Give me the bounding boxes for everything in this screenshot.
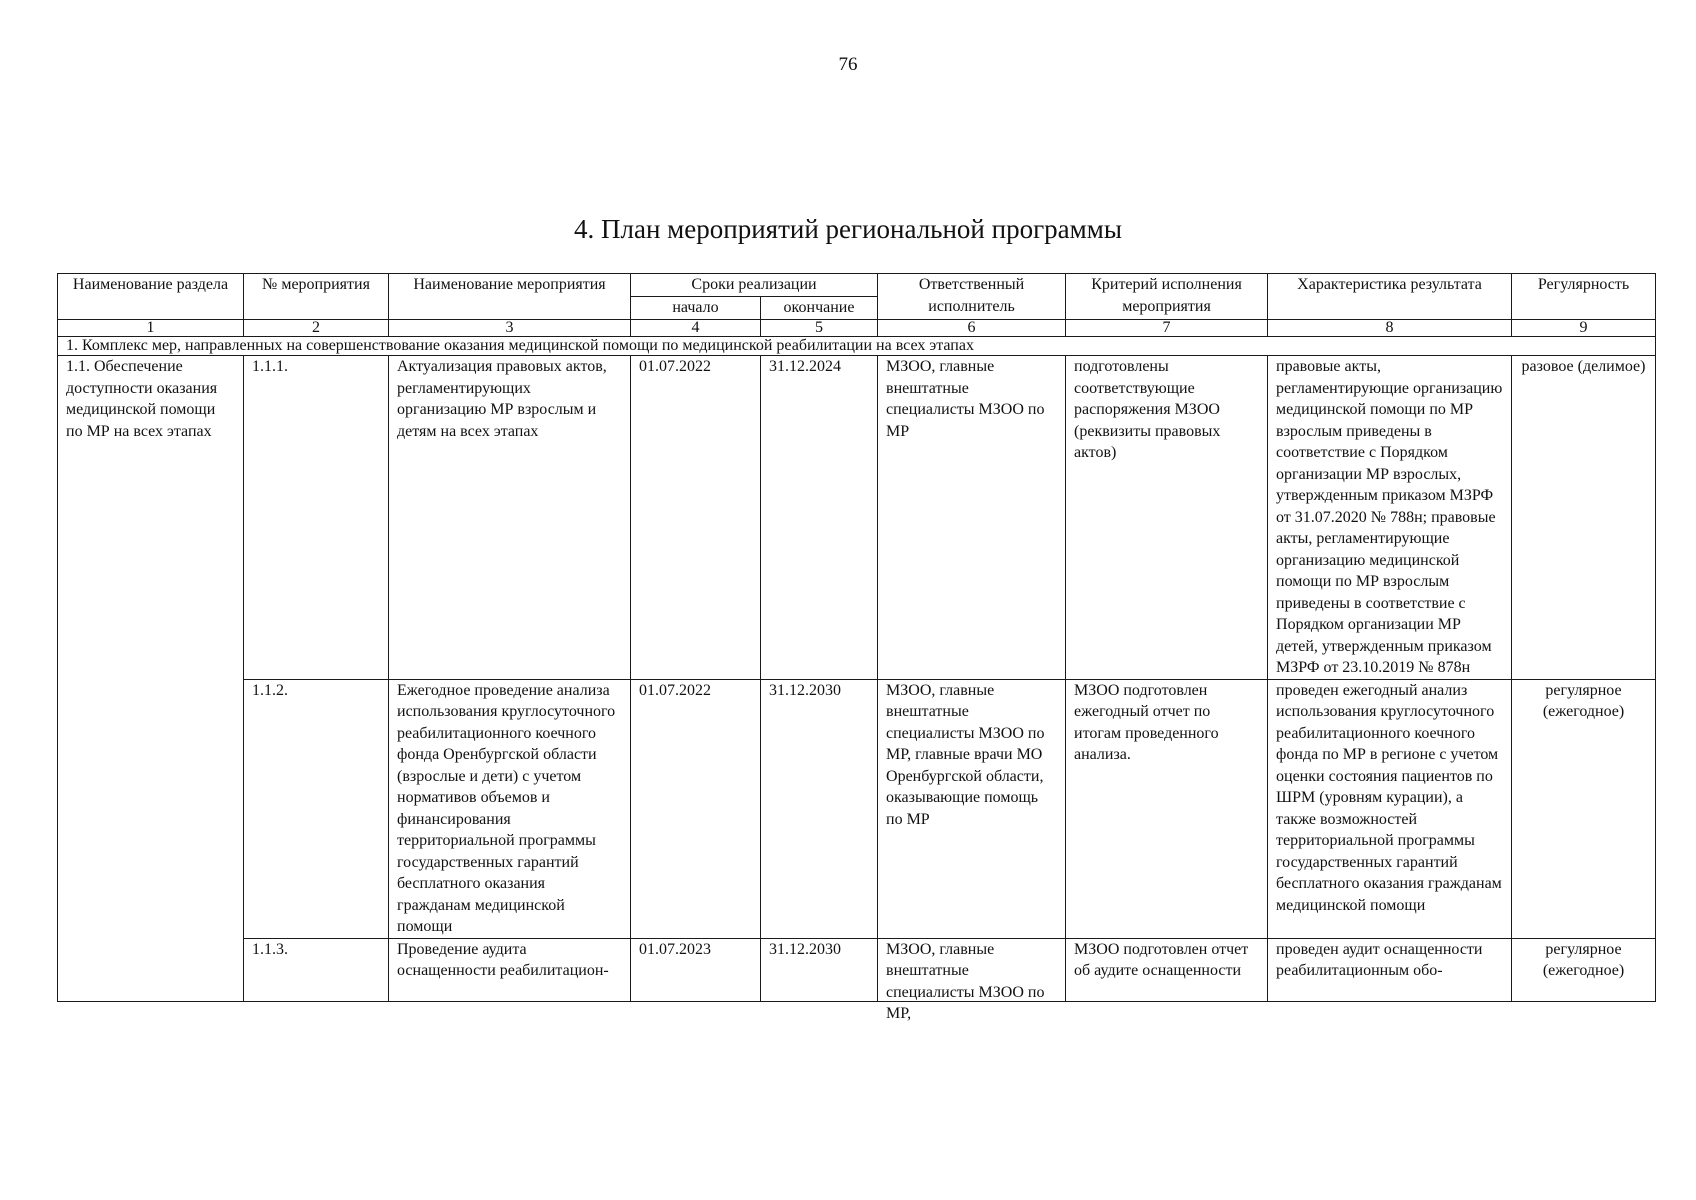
- subsection-title: 1.1. Обеспечение доступности оказания медицинской помощи по МР на всех этапах: [58, 356, 244, 1002]
- header-measure-name: Наименование мероприятия: [389, 274, 631, 320]
- measure-criterion: подготовлены соответствующие распоряжения МЗОО (реквизиты правовых актов): [1066, 356, 1268, 680]
- measure-start: 01.07.2023: [639, 940, 711, 958]
- measure-end-cell: [761, 938, 878, 1001]
- measure-result: проведен ежегодный анализ использования круглосуточного реабилитационного коечного фонда по МР в регионе с учетом оценки состояния пациентов по ШРМ (уровням курации), а также возможностей территориальной программы государственных гарантий бесплатного оказания гражданам медицинской помощи: [1268, 679, 1512, 938]
- header-start: начало: [631, 297, 761, 320]
- section-row: [58, 337, 1656, 356]
- column-number: 5: [761, 320, 878, 337]
- header-executor: Ответственный исполнитель: [878, 274, 1066, 320]
- measure-start-cell: [631, 938, 761, 1001]
- column-number-row: [58, 320, 1656, 337]
- table-row: [58, 938, 1656, 1001]
- header-criterion: Критерий исполнения мероприятия: [1066, 274, 1268, 320]
- header-end: окончание: [761, 297, 878, 320]
- measure-result: правовые акты, регламентирующие организацию медицинской помощи по МР взрослым приведены в соответствие с Порядком организации МР взрослых, утвержденным приказом МЗРФ от 31.07.2020 № 788н; правовые акты, регламентирующие организацию медицинской помощи по МР взрослым приведены в соответствие с Порядком организации МР детей, утвержденным приказом МЗРФ от 23.10.2019 № 878н: [1268, 356, 1512, 680]
- measure-number: 1.1.2.: [244, 679, 389, 938]
- measure-result: проведен аудит оснащенности реабилитационным обо-: [1276, 940, 1483, 979]
- header-section-name: Наименование раздела: [58, 274, 244, 320]
- measure-regularity: регулярное (ежегодное): [1542, 940, 1625, 979]
- measure-start: 01.07.2022: [631, 679, 761, 938]
- header-regularity: Регулярность: [1512, 274, 1656, 320]
- column-number: 2: [244, 320, 389, 337]
- measure-criterion: МЗОО подготовлен отчет об аудите оснащенности: [1074, 940, 1249, 979]
- measure-executor: МЗОО, главные внештатные специалисты МЗОО по МР, главные врачи МО Оренбургской области, оказывающие помощь по МР: [878, 679, 1066, 938]
- measure-name: Актуализация правовых актов, регламентирующих организацию МР взрослым и детям на всех этапах: [389, 356, 631, 680]
- plan-table: [57, 273, 1656, 1022]
- header-timeframe: Сроки реализации: [631, 274, 878, 297]
- measure-number: 1.1.3.: [252, 940, 288, 958]
- measure-regularity-cell: [1512, 938, 1656, 1001]
- measure-executor: МЗОО, главные внештатные специалисты МЗОО по МР: [878, 356, 1066, 680]
- column-number: 7: [1066, 320, 1268, 337]
- measure-regularity: разовое (делимое): [1512, 356, 1656, 680]
- measure-number: 1.1.1.: [244, 356, 389, 680]
- measure-executor: МЗОО, главные внештатные специалисты МЗОО по МР,: [886, 940, 1045, 1022]
- section-title: 1. Комплекс мер, направленных на совершенствование оказания медицинской помощи по медицинской реабилитации на всех этапах: [58, 337, 1656, 356]
- column-number: 4: [631, 320, 761, 337]
- measure-name: Ежегодное проведение анализа использования круглосуточного реабилитационного коечного фонда Оренбургской области (взрослые и дети) с учетом нормативов объемов и финансирования территориальной программы государственных гарантий бесплатного оказания гражданам медицинской помощи: [389, 679, 631, 938]
- measure-executor-cell: [878, 938, 1066, 1022]
- measure-end: 31.12.2030: [761, 679, 878, 938]
- table-row: [58, 356, 1656, 680]
- page-title: 4. План мероприятий региональной программы: [574, 214, 1122, 244]
- column-number: 3: [389, 320, 631, 337]
- column-number: 8: [1268, 320, 1512, 337]
- measure-result-cell: [1268, 938, 1512, 1001]
- measure-criterion-cell: [1066, 938, 1268, 1001]
- measure-number-cell: [244, 938, 389, 1001]
- header-measure-number: № мероприятия: [244, 274, 389, 320]
- column-number: 1: [58, 320, 244, 337]
- measure-end: 31.12.2024: [761, 356, 878, 680]
- measure-regularity: регулярное (ежегодное): [1512, 679, 1656, 938]
- measure-name-cell: [389, 938, 631, 1001]
- header-row: [58, 274, 1656, 297]
- header-result: Характеристика результата: [1268, 274, 1512, 320]
- column-number: 9: [1512, 320, 1656, 337]
- measure-name: Проведение аудита оснащенности реабилитацион-: [397, 940, 609, 979]
- measure-start: 01.07.2022: [631, 356, 761, 680]
- column-number: 6: [878, 320, 1066, 337]
- measure-criterion: МЗОО подготовлен ежегодный отчет по итогам проведенного анализа.: [1066, 679, 1268, 938]
- measure-end: 31.12.2030: [769, 940, 841, 958]
- table-row: [58, 679, 1656, 938]
- page-number: 76: [838, 54, 858, 75]
